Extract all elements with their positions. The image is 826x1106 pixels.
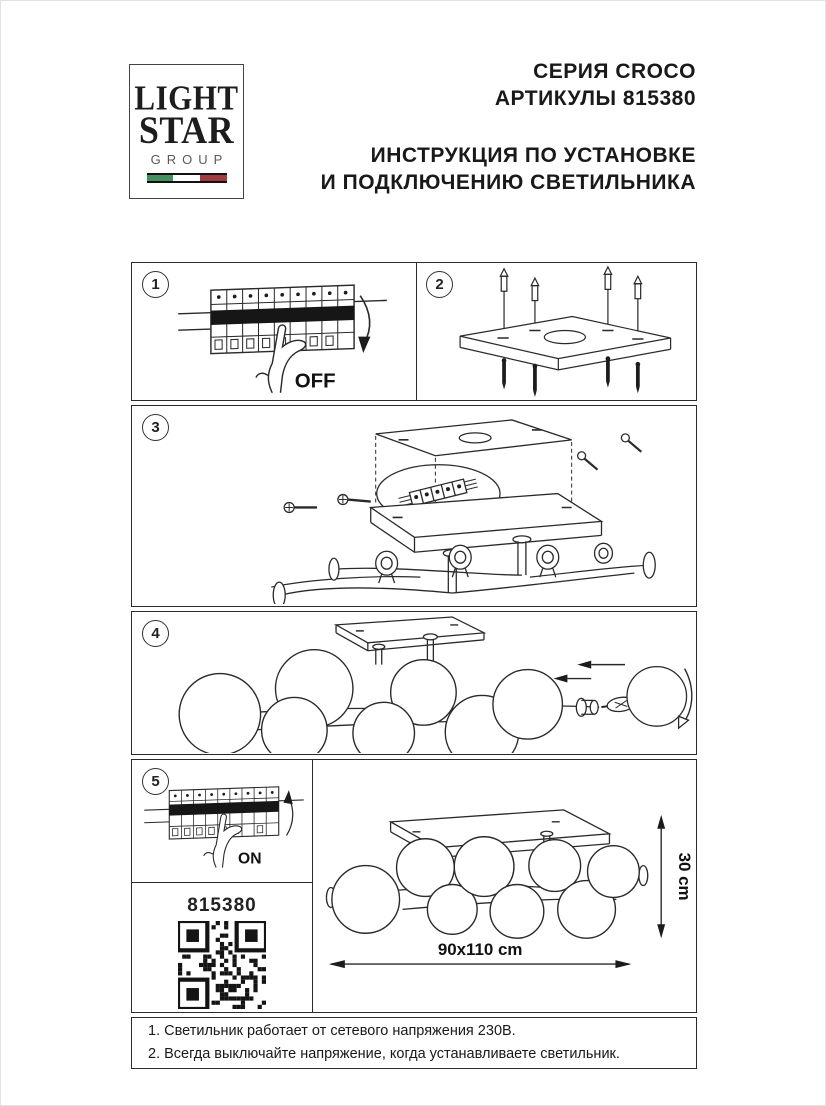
on-label: ON	[238, 850, 262, 868]
breaker-dots	[217, 291, 348, 299]
footer-notes	[131, 1017, 697, 1069]
detached-ball	[627, 667, 687, 727]
step-3-number: 3	[151, 419, 160, 436]
insert-arrows	[554, 661, 625, 683]
wire-left	[178, 313, 211, 331]
switch-handles-on	[169, 801, 278, 816]
series-title: СЕРИЯ CROCO	[533, 60, 696, 83]
mounting-plate	[336, 617, 484, 643]
breaker-dots	[174, 791, 274, 797]
flag-red-segment	[200, 175, 227, 181]
logo-word-star: STAR	[138, 107, 235, 152]
row-step-3	[131, 405, 697, 607]
glass-balls	[179, 650, 562, 753]
shade-installation-illustration	[132, 613, 695, 753]
step-2-number: 2	[435, 276, 444, 293]
off-label: OFF	[294, 369, 336, 393]
lightstar-logo	[129, 64, 244, 199]
height-dimension	[657, 815, 665, 938]
bracket-screws	[578, 434, 642, 470]
articles-title: АРТИКУЛЫ 815380	[494, 86, 696, 110]
qr-code	[178, 921, 266, 1009]
step-5-number: 5	[151, 773, 160, 790]
step-1-number: 1	[151, 276, 160, 293]
step-5-badge	[142, 768, 169, 795]
width-dimension	[329, 960, 631, 968]
arms-and-sockets	[271, 543, 655, 604]
plate-top-face	[460, 316, 671, 358]
breaker-off-illustration	[170, 269, 395, 395]
step-1-badge	[142, 271, 169, 298]
ceiling-bracket	[376, 420, 572, 456]
screws-bottom	[502, 356, 640, 397]
instruction-title-line2: И ПОДКЛЮЧЕНИЮ СВЕТИЛЬНИКА	[320, 170, 696, 194]
step-3-badge	[142, 414, 169, 441]
italian-flag-bar	[147, 173, 227, 183]
row-steps-1-2	[131, 262, 697, 401]
canopy-body	[371, 494, 602, 538]
height-dimension-label: 30 cm	[675, 852, 695, 901]
hand-pointer-icon	[204, 814, 242, 867]
article-number: 815380	[187, 895, 257, 916]
glass-balls	[332, 837, 639, 938]
step-2-badge	[426, 271, 453, 298]
arrow-up-icon	[283, 790, 292, 835]
instruction-title-line1: ИНСТРУКЦИЯ ПО УСТАНОВКЕ	[370, 143, 696, 167]
canopy-screws-left	[284, 495, 371, 513]
divider-step1-step2	[416, 263, 417, 400]
row-step-5-final	[131, 759, 697, 1013]
canopy-assembly-illustration	[132, 408, 695, 604]
logo-word-light: LIGHT	[134, 77, 239, 118]
wire-right	[354, 300, 387, 301]
qr-cell	[132, 883, 312, 1014]
switch-handles-off	[211, 306, 354, 325]
arrow-down-icon	[358, 296, 370, 353]
row-step-4	[131, 611, 697, 755]
final-product-illustration	[313, 760, 697, 1012]
step-4-badge	[142, 620, 169, 647]
logo-word-group: GROUP	[150, 152, 229, 168]
flag-white-segment	[173, 175, 200, 181]
mounting-plate-illustration	[432, 263, 694, 399]
wire-left	[144, 809, 169, 822]
note-1: 1. Светильник работает от сетевого напряжения 230В.	[148, 1022, 516, 1039]
document-title-block	[266, 59, 696, 197]
note-2: 2. Всегда выключайте напряжение, когда устанавливаете светильник.	[148, 1046, 620, 1062]
step-4-number: 4	[151, 625, 160, 642]
flag-green-segment	[147, 175, 174, 181]
width-dimension-label: 90x110 cm	[437, 940, 523, 960]
